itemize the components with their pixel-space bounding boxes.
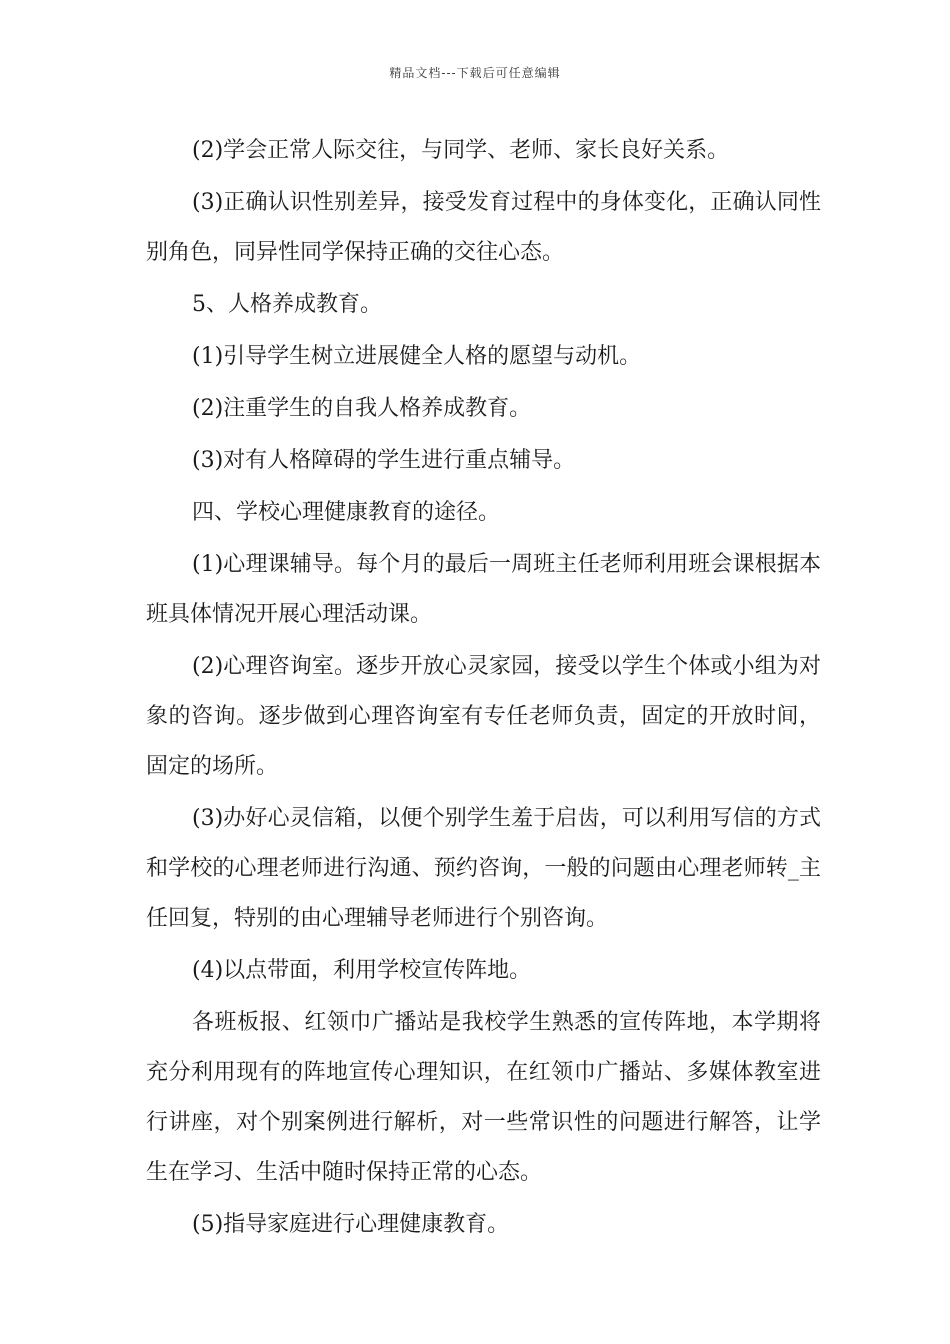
paragraph: (5)指导家庭进行心理健康教育。: [192, 1212, 510, 1237]
paragraph: (2)学会正常人际交往，与同学、老师、家长良好关系。: [192, 138, 730, 163]
paragraph: (2)心理咨询室。逐步开放心灵家园，接受以学生个体或小组为对象的咨询。逐步做到心理咨询室有专任老师负责，固定的开放时间，固定的场所。: [146, 654, 821, 779]
paragraph: (3)对有人格障碍的学生进行重点辅导。: [192, 448, 576, 473]
paragraph: 各班板报、红领巾广播站是我校学生熟悉的宣传阵地，本学期将充分利用现有的阵地宣传心理知识，在红领巾广播站、多媒体教室进行讲座，对个别案例进行解析，对一些常识性的问题进行解答，让学生在学习、生活中随时保持正常的心态。: [146, 1010, 821, 1185]
page-header: 精品文档---下载后可任意编辑: [389, 66, 561, 80]
section-heading: 四、学校心理健康教育的途径。: [192, 500, 501, 525]
paragraph: (3)办好心灵信箱，以便个别学生羞于启齿，可以利用写信的方式和学校的心理老师进行沟通、预约咨询，一般的问题由心理老师转_主任回复，特别的由心理辅导老师进行个别咨询。: [146, 806, 821, 931]
paragraph: (2)注重学生的自我人格养成教育。: [192, 396, 532, 421]
paragraph: (3)正确认识性别差异，接受发育过程中的身体变化，正确认同性别角色，同异性同学保持正确的交往心态。: [146, 190, 821, 265]
document-body: [146, 126, 821, 1252]
paragraph: (1)心理课辅导。每个月的最后一周班主任老师利用班会课根据本班具体情况开展心理活动课。: [146, 552, 821, 627]
paragraph: (1)引导学生树立进展健全人格的愿望与动机。: [192, 344, 642, 369]
section-heading: 5、人格养成教育。: [192, 292, 382, 317]
paragraph: (4)以点带面，利用学校宣传阵地。: [192, 958, 532, 983]
